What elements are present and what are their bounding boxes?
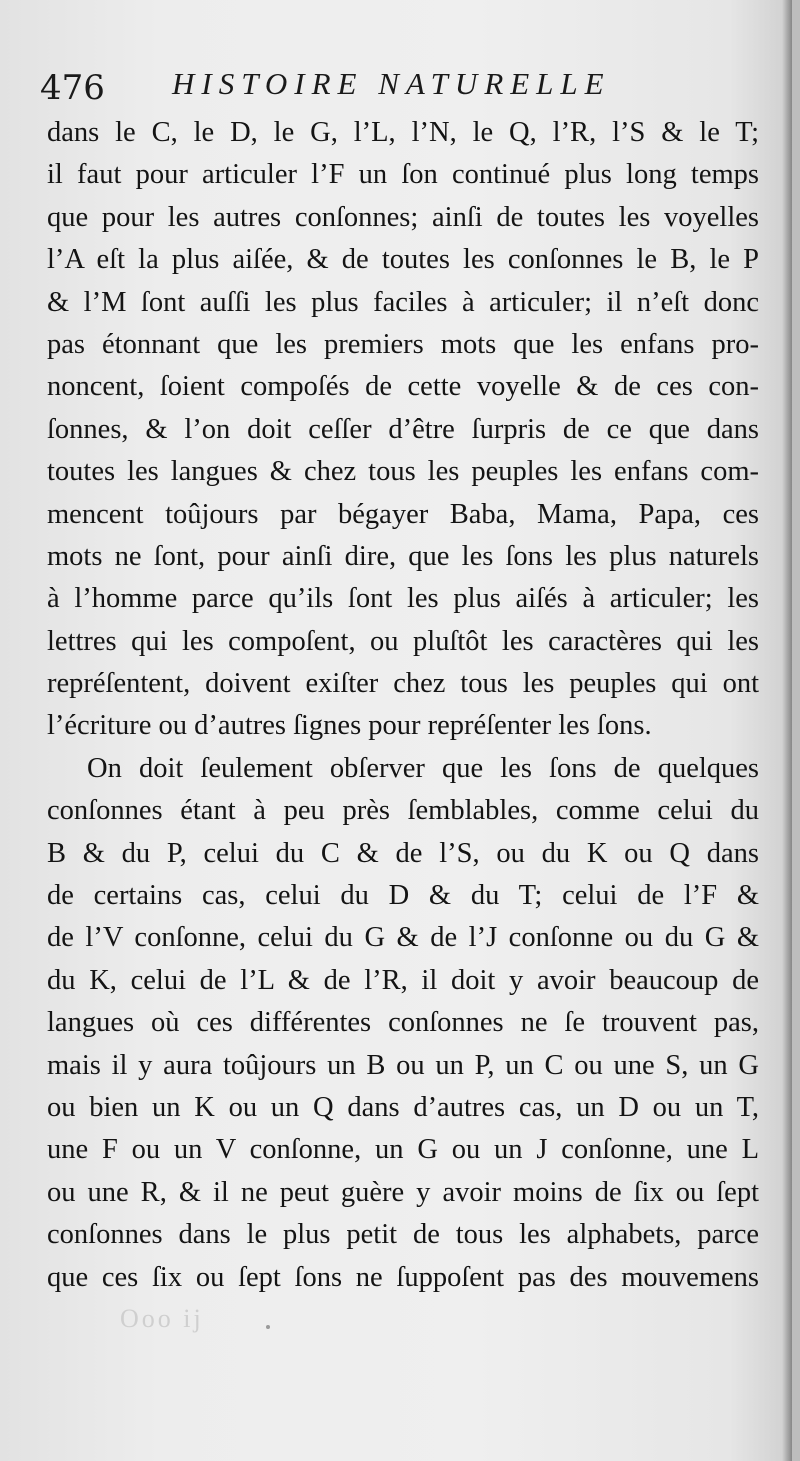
text-line: mencent toûjours par bégayer Baba, Mama, Papa, ces [47, 498, 759, 530]
text-line-paragraph-start: On doit ſeulement obſerver que les ſons de quelques [87, 752, 759, 784]
signature-mark: Ooo ij [120, 1304, 204, 1333]
text-line: B & du P, celui du C & de l’S, ou du K ou Q dans [47, 837, 759, 869]
page-number: 476 [40, 68, 105, 108]
text-line: ou bien un K ou un Q dans d’autres cas, un D ou un T, [47, 1091, 759, 1123]
text-line: il faut pour articuler l’F un ſon continué plus long temps [47, 159, 759, 191]
text-line: que pour les autres conſonnes; ainſi de toutes les voyelles [47, 201, 759, 233]
text-line: ſonnes, & l’on doit ceſſer d’être ſurpris de ce que dans [47, 413, 759, 445]
running-head: HISTOIRE NATURELLE [172, 66, 611, 101]
page-edge-shadow [782, 0, 792, 1461]
text-line: l’A eſt la plus aiſée, & de toutes les conſonnes le B, le P [47, 244, 759, 276]
text-line: du K, celui de l’L & de l’R, il doit y avoir beaucoup de [47, 964, 759, 996]
text-line: & l’M ſont auſſi les plus faciles à articuler; il n’eſt donc [47, 286, 759, 318]
text-line: de certains cas, celui du D & du T; celui de l’F & [47, 880, 759, 912]
text-line: toutes les langues & chez tous les peuples les enfans com- [47, 456, 759, 488]
text-line: mais il y aura toûjours un B ou un P, un C ou une S, un G [47, 1049, 759, 1081]
text-line: noncent, ſoient compoſés de cette voyelle & de ces con- [47, 371, 759, 403]
text-line: langues où ces différentes conſonnes ne ſe trouvent pas, [47, 1007, 759, 1039]
text-line: mots ne ſont, pour ainſi dire, que les ſons les plus naturels [47, 540, 759, 572]
text-line: repréſentent, doivent exiſter chez tous les peuples qui ont [47, 668, 759, 700]
text-line: une F ou un V conſonne, un G ou un J conſonne, une L [47, 1134, 759, 1166]
page-header [40, 66, 760, 110]
ink-speck [266, 1325, 270, 1329]
text-line: lettres qui les compoſent, ou pluſtôt les caractères qui les [47, 625, 759, 657]
text-line-paragraph-end: l’écriture ou d’autres ſignes pour repréſenter les ſons. [47, 710, 652, 742]
text-line: que ces ſix ou ſept ſons ne ſuppoſent pas des mouvemens [47, 1261, 759, 1293]
text-line: ou une R, & il ne peut guère y avoir moins de ſix ou ſept [47, 1176, 759, 1208]
text-line: de l’V conſonne, celui du G & de l’J conſonne ou du G & [47, 922, 759, 954]
text-line: dans le C, le D, le G, l’L, l’N, le Q, l’R, l’S & le T; [47, 117, 759, 148]
text-line: conſonnes étant à peu près ſemblables, comme celui du [47, 795, 759, 827]
body-text [47, 112, 759, 1299]
text-line: conſonnes dans le plus petit de tous les alphabets, parce [47, 1219, 759, 1251]
text-line: pas étonnant que les premiers mots que les enfans pro- [47, 328, 759, 360]
text-line: à l’homme parce qu’ils ſont les plus aiſés à articuler; les [47, 583, 759, 615]
